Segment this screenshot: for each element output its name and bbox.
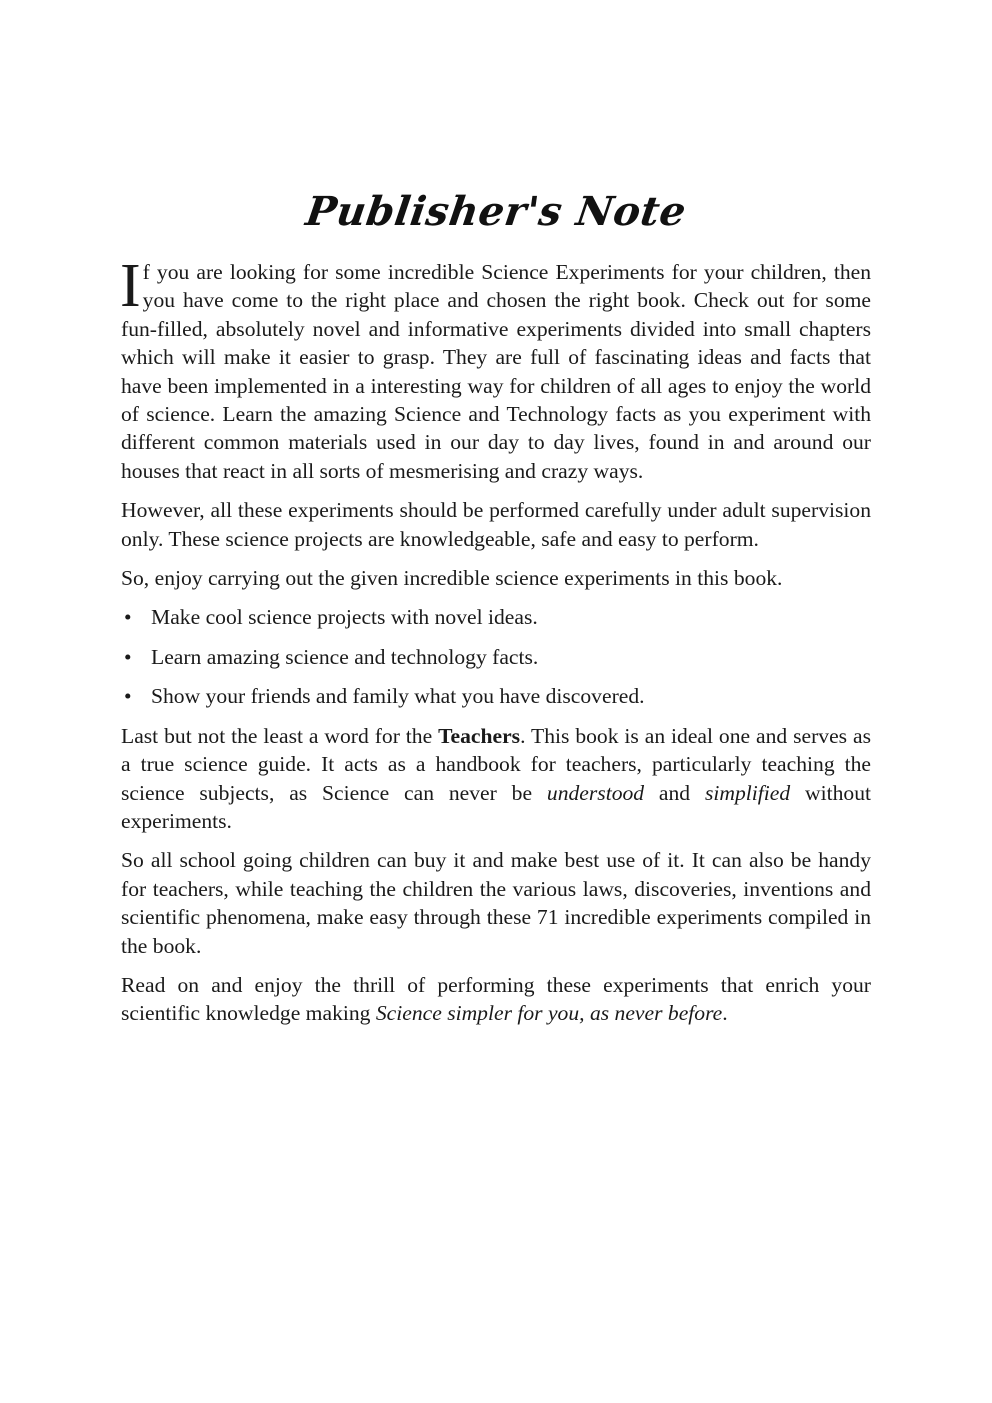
bullet-icon: • [124,605,132,630]
understood-italic: understood [546,780,645,805]
teachers-bold: Teachers [438,723,521,748]
teachers-paragraph [121,722,871,836]
list-item-text: Learn amazing science and technology facts. [151,644,539,669]
supervision-paragraph: However, all these experiments should be performed carefully under adult supervision only. These science projects are knowledgeable, safe and easy to perform. [121,498,871,551]
list-item [121,643,871,671]
benefits-list [121,603,871,710]
teachers-text-2: . This book is an ideal one and serves as a true science guide. It acts as a handbook for teachers, particularly teaching the science subjects, as Science can never be [121,723,871,805]
document-body [120,252,871,1039]
teachers-text-4: without experiments. [121,780,871,833]
page-title: Publisher's Note [303,188,690,235]
closing-text: Read on and enjoy the thrill of performing these experiments that enrich your scientific knowledge making [121,972,871,1026]
closing-end: . [722,1001,728,1026]
bullet-icon: • [124,644,132,669]
teachers-text-1: Last but not the least a word for the [121,723,439,748]
closing-italic: Science simpler for you, as never before [375,1001,723,1026]
enjoy-paragraph: So, enjoy carrying out the given incredible science experiments in this book. [121,566,783,591]
list-item-text: Show your friends and family what you have discovered. [151,684,645,709]
simplified-italic: simplified [704,780,791,805]
closing-paragraph [121,971,871,1028]
list-item [121,603,871,631]
list-item-text: Make cool science projects with novel ideas. [151,605,538,630]
intro-paragraph: If you are looking for some incredible Science Experiments for your children, then you have come to the right place and chosen the right book. Check out for some fun-filled, absolutely novel and informative experiments divided into small chapters which will make it easier to grasp. They are full of fascinating ideas and facts that have been implemented in a interesting way for children of all ages to enjoy the world of science. Learn the amazing Science and Technology facts as you experiment with different common materials used in our day to day lives, found in and around our houses that react in all sorts of mesmerising and crazy ways. [120,252,871,483]
school-paragraph: So all school going children can buy it and make best use of it. It can also be handy for teachers, while teaching the children the various laws, discoveries, inventions and scientific phenomena, make easy through these 71 incredible experiments compiled in the book. [121,848,871,958]
list-item [121,682,871,710]
teachers-text-3: and [644,780,705,805]
bullet-icon: • [124,684,132,709]
